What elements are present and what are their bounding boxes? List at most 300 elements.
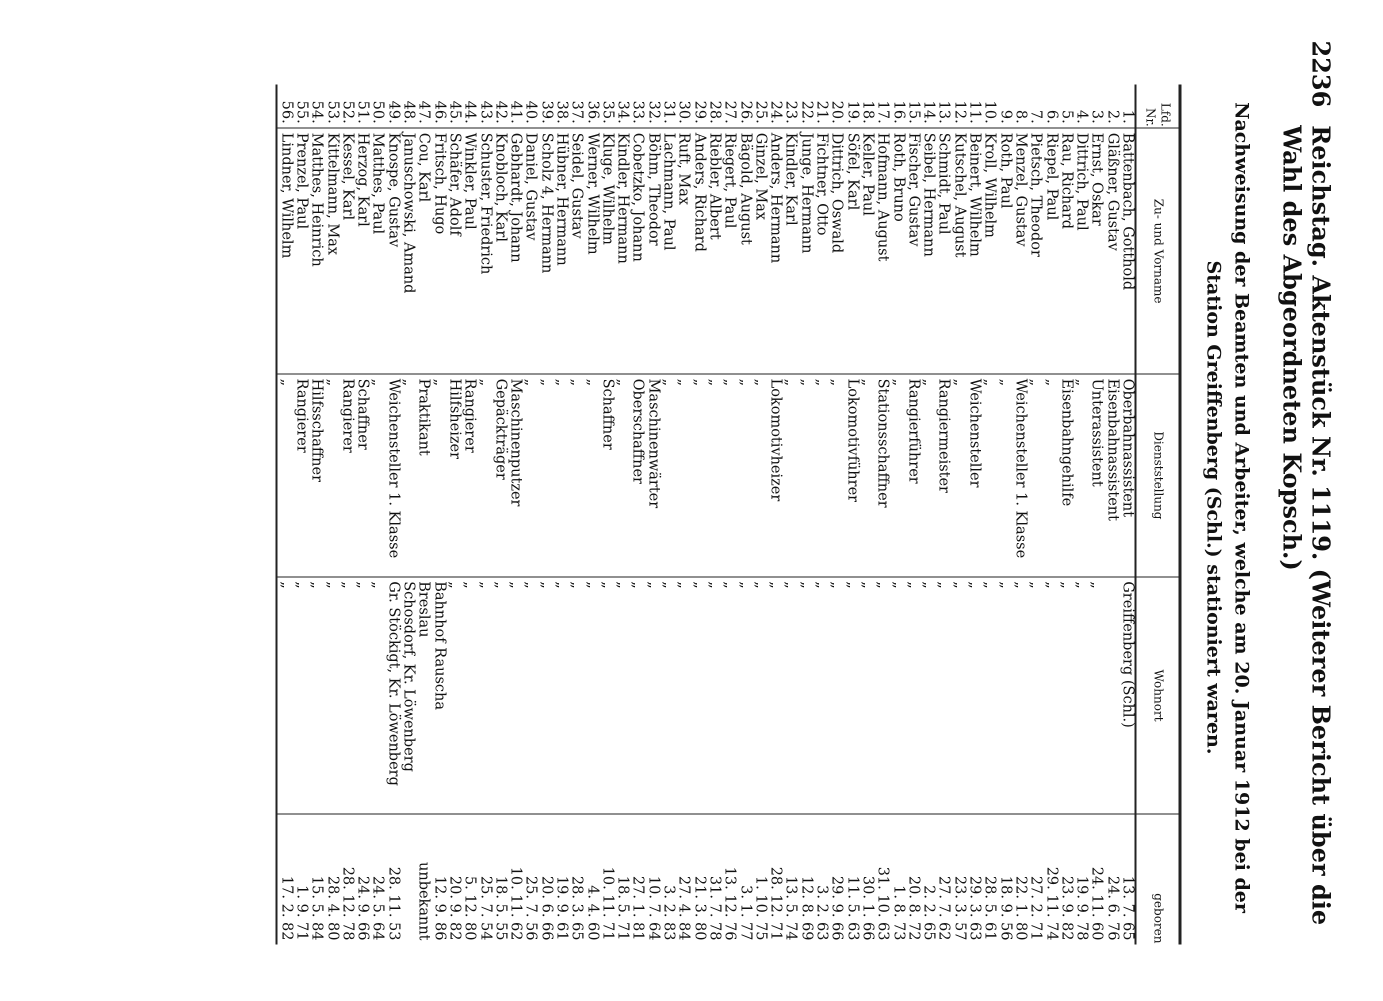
cell-job: Praktikant bbox=[415, 374, 430, 577]
cell-nr: 37. bbox=[568, 100, 585, 124]
cell-nr: 31. bbox=[660, 100, 677, 124]
cell-nr: 50. bbox=[369, 100, 386, 124]
cell-nr: 55. bbox=[292, 100, 309, 124]
cell-residence: „ bbox=[660, 577, 675, 815]
cell-nr: 5. bbox=[1057, 109, 1074, 124]
cell-job: „ bbox=[400, 374, 415, 577]
table-row bbox=[950, 85, 965, 945]
cell-nr: 49. bbox=[384, 100, 401, 124]
cell-name: Dittrich, Oswald bbox=[828, 128, 843, 374]
cell-residence: „ bbox=[1088, 577, 1103, 815]
cell-name: Seibel, Hermann bbox=[920, 128, 935, 374]
cell-nr: 53. bbox=[323, 100, 340, 124]
cell-residence: „ bbox=[889, 577, 904, 815]
cell-nr: 41. bbox=[507, 100, 524, 124]
cell-nr: 9. bbox=[996, 109, 1013, 124]
table-row bbox=[308, 85, 323, 945]
cell-residence: „ bbox=[706, 577, 721, 815]
table-row bbox=[797, 85, 812, 945]
table-row bbox=[568, 85, 583, 945]
cell-nr: 10. bbox=[981, 100, 998, 124]
cell-name: Pietsch, Theodor bbox=[1027, 128, 1042, 374]
cell-nr: 19. bbox=[843, 100, 860, 124]
cell-job: „ bbox=[813, 374, 828, 577]
cell-job: Weichensteller bbox=[966, 374, 981, 577]
table-row bbox=[461, 85, 476, 945]
cell-born: 13. 7. 65 bbox=[1119, 814, 1135, 944]
col-header-nr: Lfd. Nr. bbox=[1135, 85, 1180, 129]
table-row bbox=[828, 85, 843, 945]
cell-nr: 15. bbox=[904, 100, 921, 124]
cell-nr: 21. bbox=[813, 100, 830, 124]
cell-name: Kroll, Wilhelm bbox=[981, 128, 996, 374]
table-row bbox=[369, 85, 384, 945]
cell-born: 4. 4. 60 bbox=[583, 814, 598, 944]
cell-job: „ bbox=[1073, 374, 1088, 577]
cell-born: 29. 11. 74 bbox=[1042, 814, 1057, 944]
cell-born: 2. 2. 65 bbox=[920, 814, 935, 944]
cell-job: „ bbox=[920, 374, 935, 577]
table-row bbox=[1058, 85, 1073, 945]
cell-name: Rau, Richard bbox=[1058, 128, 1073, 374]
cell-name: Knospe, Gustav bbox=[384, 128, 399, 374]
cell-name: Kutschel, August bbox=[950, 128, 965, 374]
cell-job: Rangierer bbox=[339, 374, 354, 577]
cell-job: „ bbox=[675, 374, 690, 577]
cell-job: „ bbox=[660, 374, 675, 577]
cell-residence: „ bbox=[828, 577, 843, 815]
cell-born: 10. 7. 64 bbox=[645, 814, 660, 944]
cell-residence: „ bbox=[339, 577, 354, 815]
cell-name: Böhm, Theodor bbox=[645, 128, 660, 374]
cell-residence: „ bbox=[736, 577, 751, 815]
cell-name: Battenbach, Gotthold bbox=[1119, 128, 1135, 374]
table-row bbox=[996, 85, 1011, 945]
cell-nr: 3. bbox=[1088, 109, 1105, 124]
cell-residence: „ bbox=[935, 577, 950, 815]
cell-name: Werner, Wilhelm bbox=[583, 128, 598, 374]
cell-job: „ bbox=[889, 374, 904, 577]
cell-residence: Greiffenberg (Schl.) bbox=[1119, 577, 1135, 815]
cell-born: 24. 11. 60 bbox=[1088, 814, 1103, 944]
cell-born: 28. 3. 65 bbox=[568, 814, 583, 944]
cell-nr: 36. bbox=[583, 100, 600, 124]
table-row bbox=[660, 85, 675, 945]
cell-name: Keller, Paul bbox=[859, 128, 874, 374]
table-row bbox=[874, 85, 889, 945]
cell-born: 27. 4. 84 bbox=[675, 814, 690, 944]
table-row bbox=[1088, 85, 1103, 945]
cell-job: Hilfsschaffner bbox=[308, 374, 323, 577]
cell-residence: „ bbox=[629, 577, 644, 815]
cell-born: 27. 2. 71 bbox=[1027, 814, 1042, 944]
cell-residence: „ bbox=[996, 577, 1011, 815]
cell-born: 23. 3. 57 bbox=[950, 814, 965, 944]
cell-residence: „ bbox=[645, 577, 660, 815]
cell-born: 20. 6. 66 bbox=[537, 814, 552, 944]
cell-born: 20. 8. 72 bbox=[905, 814, 920, 944]
page-header bbox=[1277, 40, 1335, 961]
cell-born: 19. 9. 61 bbox=[553, 814, 568, 944]
cell-nr: 18. bbox=[858, 100, 875, 124]
table-row bbox=[966, 85, 981, 945]
table-row bbox=[339, 85, 354, 945]
cell-name: Hofmann, August bbox=[874, 128, 889, 374]
cell-residence: „ bbox=[1058, 577, 1073, 815]
cell-born: 25. 7. 56 bbox=[522, 814, 537, 944]
cell-job: „ bbox=[797, 374, 812, 577]
cell-nr: 42. bbox=[491, 100, 508, 124]
cell-name: Anders, Richard bbox=[690, 128, 705, 374]
cell-residence: „ bbox=[461, 577, 476, 815]
cell-born: 18. 5. 55 bbox=[492, 814, 507, 944]
cell-residence: Breslau bbox=[415, 577, 430, 815]
cell-born: 20. 9. 82 bbox=[446, 814, 461, 944]
cell-job: „ bbox=[553, 374, 568, 577]
cell-name: Roth, Bruno bbox=[889, 128, 904, 374]
cell-name: Prenzel, Paul bbox=[293, 128, 308, 374]
table-row bbox=[384, 85, 399, 945]
table-row bbox=[276, 85, 292, 945]
table-row bbox=[981, 85, 996, 945]
table-row bbox=[430, 85, 445, 945]
table-row bbox=[782, 85, 797, 945]
table-row bbox=[476, 85, 491, 945]
cell-residence: „ bbox=[293, 577, 308, 815]
cell-born: 24. 9. 66 bbox=[354, 814, 369, 944]
cell-job: Unterassistent bbox=[1088, 374, 1103, 577]
table-row bbox=[1012, 85, 1027, 945]
cell-nr: 44. bbox=[461, 100, 478, 124]
digitization-note bbox=[33, 0, 45, 1]
cell-job: „ bbox=[859, 374, 874, 577]
cell-name: Herzog, Karl bbox=[354, 128, 369, 374]
cell-residence: „ bbox=[492, 577, 507, 815]
col-header-name: Zu- und Vorname bbox=[1135, 128, 1180, 374]
table-row bbox=[522, 85, 537, 945]
cell-job: Lokomotivführer bbox=[843, 374, 858, 577]
cell-job: „ bbox=[782, 374, 797, 577]
table-row bbox=[767, 85, 782, 945]
cell-residence: „ bbox=[537, 577, 552, 815]
table-header-row bbox=[1135, 85, 1180, 945]
cell-job: Rangiermeister bbox=[935, 374, 950, 577]
cell-name: Winkler, Paul bbox=[461, 128, 476, 374]
cell-nr: 46. bbox=[430, 100, 447, 124]
cell-name: Riebler, Albert bbox=[706, 128, 721, 374]
cell-residence: „ bbox=[583, 577, 598, 815]
cell-name: Matthes, Paul bbox=[369, 128, 384, 374]
table-row bbox=[645, 85, 660, 945]
cell-residence: „ bbox=[797, 577, 812, 815]
cell-residence: „ bbox=[568, 577, 583, 815]
cell-residence: „ bbox=[690, 577, 705, 815]
cell-nr: 24. bbox=[767, 100, 784, 124]
cell-name: Dittrich, Paul bbox=[1073, 128, 1088, 374]
table-row bbox=[446, 85, 461, 945]
cell-residence: „ bbox=[1073, 577, 1088, 815]
cell-residence: „ bbox=[553, 577, 568, 815]
cell-job: „ bbox=[568, 374, 583, 577]
table-row bbox=[492, 85, 507, 945]
cell-nr: 8. bbox=[1011, 109, 1028, 124]
table-caption: Nachweisung der Beamten und Arbeiter, welche am 20. Januar 1912 bei der Station Greiffenberg (Schl.) stationiert waren. bbox=[1202, 102, 1252, 913]
cell-job: „ bbox=[690, 374, 705, 577]
cell-name: Riepel, Paul bbox=[1042, 128, 1057, 374]
cell-residence: „ bbox=[782, 577, 797, 815]
cell-nr: 16. bbox=[889, 100, 906, 124]
table-row bbox=[813, 85, 828, 945]
cell-nr: 23. bbox=[782, 100, 799, 124]
cell-nr: 12. bbox=[950, 100, 967, 124]
cell-job: „ bbox=[583, 374, 598, 577]
cell-nr: 1. bbox=[1119, 109, 1135, 124]
cell-name: Lindner, Wilhelm bbox=[276, 128, 292, 374]
cell-born: 21. 3. 80 bbox=[690, 814, 705, 944]
page-number: 2236 bbox=[1306, 40, 1335, 108]
cell-nr: 45. bbox=[445, 100, 462, 124]
cell-born: 23. 9. 82 bbox=[1058, 814, 1073, 944]
cell-residence: „ bbox=[614, 577, 629, 815]
cell-name: Schmidt, Paul bbox=[935, 128, 950, 374]
cell-name: Scholz 4, Hermann bbox=[537, 128, 552, 374]
cell-job: „ bbox=[430, 374, 445, 577]
cell-born: 25. 7. 54 bbox=[476, 814, 491, 944]
cell-born: 29. 9. 66 bbox=[828, 814, 843, 944]
cell-nr: 48. bbox=[400, 100, 417, 124]
cell-name: Knobloch, Karl bbox=[492, 128, 507, 374]
cell-job: Hilfsheizer bbox=[446, 374, 461, 577]
cell-job: Weichensteller 1. Klasse bbox=[1012, 374, 1027, 577]
cell-born: 17. 2. 82 bbox=[276, 814, 292, 944]
cell-nr: 26. bbox=[736, 100, 753, 124]
cell-born: 1. 9. 71 bbox=[293, 814, 308, 944]
cell-name: Kluge, Wilhelm bbox=[599, 128, 614, 374]
cell-residence: „ bbox=[752, 577, 767, 815]
cell-residence: „ bbox=[675, 577, 690, 815]
table-row bbox=[935, 85, 950, 945]
cell-name: Anders, Hermann bbox=[767, 128, 782, 374]
cell-name: Matthes, Heinrich bbox=[308, 128, 323, 374]
table-row bbox=[1073, 85, 1088, 945]
cell-job: „ bbox=[752, 374, 767, 577]
cell-residence: Bahnhof Rauscha bbox=[430, 577, 445, 815]
cell-born: 27. 7. 62 bbox=[935, 814, 950, 944]
cell-job: „ bbox=[323, 374, 338, 577]
cell-residence: „ bbox=[966, 577, 981, 815]
cell-nr: 6. bbox=[1042, 109, 1059, 124]
cell-born bbox=[400, 814, 415, 944]
cell-name: Kittelmann, Max bbox=[323, 128, 338, 374]
cell-name: Junge, Hermann bbox=[797, 128, 812, 374]
cell-nr: 32. bbox=[644, 100, 661, 124]
cell-nr: 27. bbox=[721, 100, 738, 124]
staff-table bbox=[275, 85, 1181, 945]
cell-name: Daniel, Gustav bbox=[522, 128, 537, 374]
cell-born: 3. 1. 77 bbox=[736, 814, 751, 944]
cell-born: 13. 5. 74 bbox=[782, 814, 797, 944]
cell-name: Gebhardt, Johann bbox=[507, 128, 522, 374]
cell-residence: Schosdorf, Kr. Löwenberg bbox=[400, 577, 415, 815]
cell-job: Maschinenwärter bbox=[645, 374, 660, 577]
cell-name: Fritsch, Hugo bbox=[430, 128, 445, 374]
cell-nr: 29. bbox=[690, 100, 707, 124]
cell-residence: „ bbox=[507, 577, 522, 815]
cell-job: „ bbox=[276, 374, 292, 577]
cell-residence: „ bbox=[1027, 577, 1042, 815]
cell-nr: 22. bbox=[797, 100, 814, 124]
cell-nr: 54. bbox=[308, 100, 325, 124]
col-header-born: geboren bbox=[1135, 814, 1180, 944]
cell-born: 1. 10. 75 bbox=[752, 814, 767, 944]
cell-born: 18. 9. 56 bbox=[996, 814, 1011, 944]
cell-job: Eisenbahnassistent bbox=[1103, 374, 1118, 577]
table-row bbox=[1027, 85, 1042, 945]
cell-born: 31. 7. 78 bbox=[706, 814, 721, 944]
cell-job: Rangierführer bbox=[905, 374, 920, 577]
cell-born: 24. 5. 64 bbox=[369, 814, 384, 944]
cell-nr: 25. bbox=[751, 100, 768, 124]
cell-nr: 33. bbox=[629, 100, 646, 124]
table-row bbox=[843, 85, 858, 945]
table-row bbox=[293, 85, 308, 945]
table-row bbox=[629, 85, 644, 945]
cell-job: „ bbox=[950, 374, 965, 577]
cell-name: Cou, Karl bbox=[415, 128, 430, 374]
cell-residence: „ bbox=[920, 577, 935, 815]
cell-name: Fichtner, Otto bbox=[813, 128, 828, 374]
cell-name: Hübner, Hermann bbox=[553, 128, 568, 374]
cell-name: Gläßner, Gustav bbox=[1103, 128, 1118, 374]
cell-nr: 39. bbox=[537, 100, 554, 124]
cell-job: Schaffner bbox=[354, 374, 369, 577]
cell-job: „ bbox=[706, 374, 721, 577]
cell-name: Kindler, Hermann bbox=[614, 128, 629, 374]
cell-job: „ bbox=[476, 374, 491, 577]
table-row bbox=[889, 85, 904, 945]
cell-nr: 35. bbox=[598, 100, 615, 124]
cell-job: Stationsschaffner bbox=[874, 374, 889, 577]
cell-residence: „ bbox=[354, 577, 369, 815]
table-row bbox=[859, 85, 874, 945]
cell-residence: „ bbox=[476, 577, 491, 815]
table-row bbox=[706, 85, 721, 945]
cell-born: 1. 8. 73 bbox=[889, 814, 904, 944]
cell-job: Lokomotivheizer bbox=[767, 374, 782, 577]
cell-born: 28. 12. 71 bbox=[767, 814, 782, 944]
cell-name: Ernst, Oskar bbox=[1088, 128, 1103, 374]
cell-residence: „ bbox=[905, 577, 920, 815]
cell-born: 13. 12. 76 bbox=[721, 814, 736, 944]
cell-job: Schaffner bbox=[599, 374, 614, 577]
cell-nr: 47. bbox=[415, 100, 432, 124]
cell-name: Riegert, Paul bbox=[721, 128, 736, 374]
cell-name: Ginzel, Max bbox=[752, 128, 767, 374]
cell-born: 5. 12. 80 bbox=[461, 814, 476, 944]
cell-born: 19. 9. 78 bbox=[1073, 814, 1088, 944]
table-row bbox=[752, 85, 767, 945]
cell-name: Ruft, Max bbox=[675, 128, 690, 374]
cell-residence: „ bbox=[522, 577, 537, 815]
cell-born: 3. 2. 83 bbox=[660, 814, 675, 944]
table-row bbox=[721, 85, 736, 945]
table-row bbox=[553, 85, 568, 945]
cell-job: „ bbox=[369, 374, 384, 577]
cell-nr: 40. bbox=[522, 100, 539, 124]
cell-residence: „ bbox=[323, 577, 338, 815]
cell-name: Roth, Paul bbox=[996, 128, 1011, 374]
cell-residence: „ bbox=[843, 577, 858, 815]
cell-nr: 7. bbox=[1027, 109, 1044, 124]
cell-nr: 2. bbox=[1103, 109, 1120, 124]
cell-nr: 4. bbox=[1073, 109, 1090, 124]
table-row bbox=[905, 85, 920, 945]
cell-born: 10. 11. 62 bbox=[507, 814, 522, 944]
cell-born: 15. 5. 84 bbox=[308, 814, 323, 944]
cell-job: Oberschaffner bbox=[629, 374, 644, 577]
cell-job: Eisenbahngehilfe bbox=[1058, 374, 1073, 577]
cell-nr: 28. bbox=[705, 100, 722, 124]
cell-nr: 20. bbox=[828, 100, 845, 124]
cell-residence: „ bbox=[446, 577, 461, 815]
cell-born: 27. 1. 81 bbox=[629, 814, 644, 944]
cell-residence: „ bbox=[276, 577, 292, 815]
table-row bbox=[415, 85, 430, 945]
cell-born: 31. 10. 63 bbox=[874, 814, 889, 944]
cell-job: „ bbox=[736, 374, 751, 577]
table-row bbox=[920, 85, 935, 945]
cell-job: Maschinenputzer bbox=[507, 374, 522, 577]
table-row bbox=[736, 85, 751, 945]
cell-born: 10. 11. 71 bbox=[599, 814, 614, 944]
cell-born: 30. 1. 66 bbox=[859, 814, 874, 944]
cell-nr: 17. bbox=[874, 100, 891, 124]
cell-residence: „ bbox=[369, 577, 384, 815]
cell-name: Söfel, Karl bbox=[843, 128, 858, 374]
cell-born: 12. 8. 69 bbox=[797, 814, 812, 944]
cell-name: Menzel, Gustav bbox=[1012, 128, 1027, 374]
col-header-residence: Wohnort bbox=[1135, 577, 1180, 815]
cell-nr: 34. bbox=[614, 100, 631, 124]
cell-nr: 52. bbox=[338, 100, 355, 124]
document-page bbox=[0, 1, 1383, 1001]
cell-job: „ bbox=[1027, 374, 1042, 577]
cell-born: 12. 9. 86 bbox=[430, 814, 445, 944]
table-row bbox=[537, 85, 552, 945]
col-header-job: Dienststellung bbox=[1135, 374, 1180, 577]
table-row bbox=[614, 85, 629, 945]
table-row bbox=[690, 85, 705, 945]
cell-name: Fischer, Gustav bbox=[905, 128, 920, 374]
table-row bbox=[583, 85, 598, 945]
cell-born: unbekannt bbox=[415, 814, 430, 944]
cell-job: „ bbox=[721, 374, 736, 577]
cell-residence: „ bbox=[1012, 577, 1027, 815]
cell-job: „ bbox=[537, 374, 552, 577]
cell-job: Weichensteller 1. Klasse bbox=[384, 374, 399, 577]
table-row bbox=[507, 85, 522, 945]
cell-residence: „ bbox=[721, 577, 736, 815]
cell-born: 29. 3. 63 bbox=[966, 814, 981, 944]
table-row bbox=[599, 85, 614, 945]
cell-job: „ bbox=[522, 374, 537, 577]
cell-residence: „ bbox=[950, 577, 965, 815]
cell-job: „ bbox=[981, 374, 996, 577]
cell-job: Rangierer bbox=[293, 374, 308, 577]
cell-residence: „ bbox=[981, 577, 996, 815]
cell-job: Gepäckträger bbox=[492, 374, 507, 577]
table-row bbox=[400, 85, 415, 945]
